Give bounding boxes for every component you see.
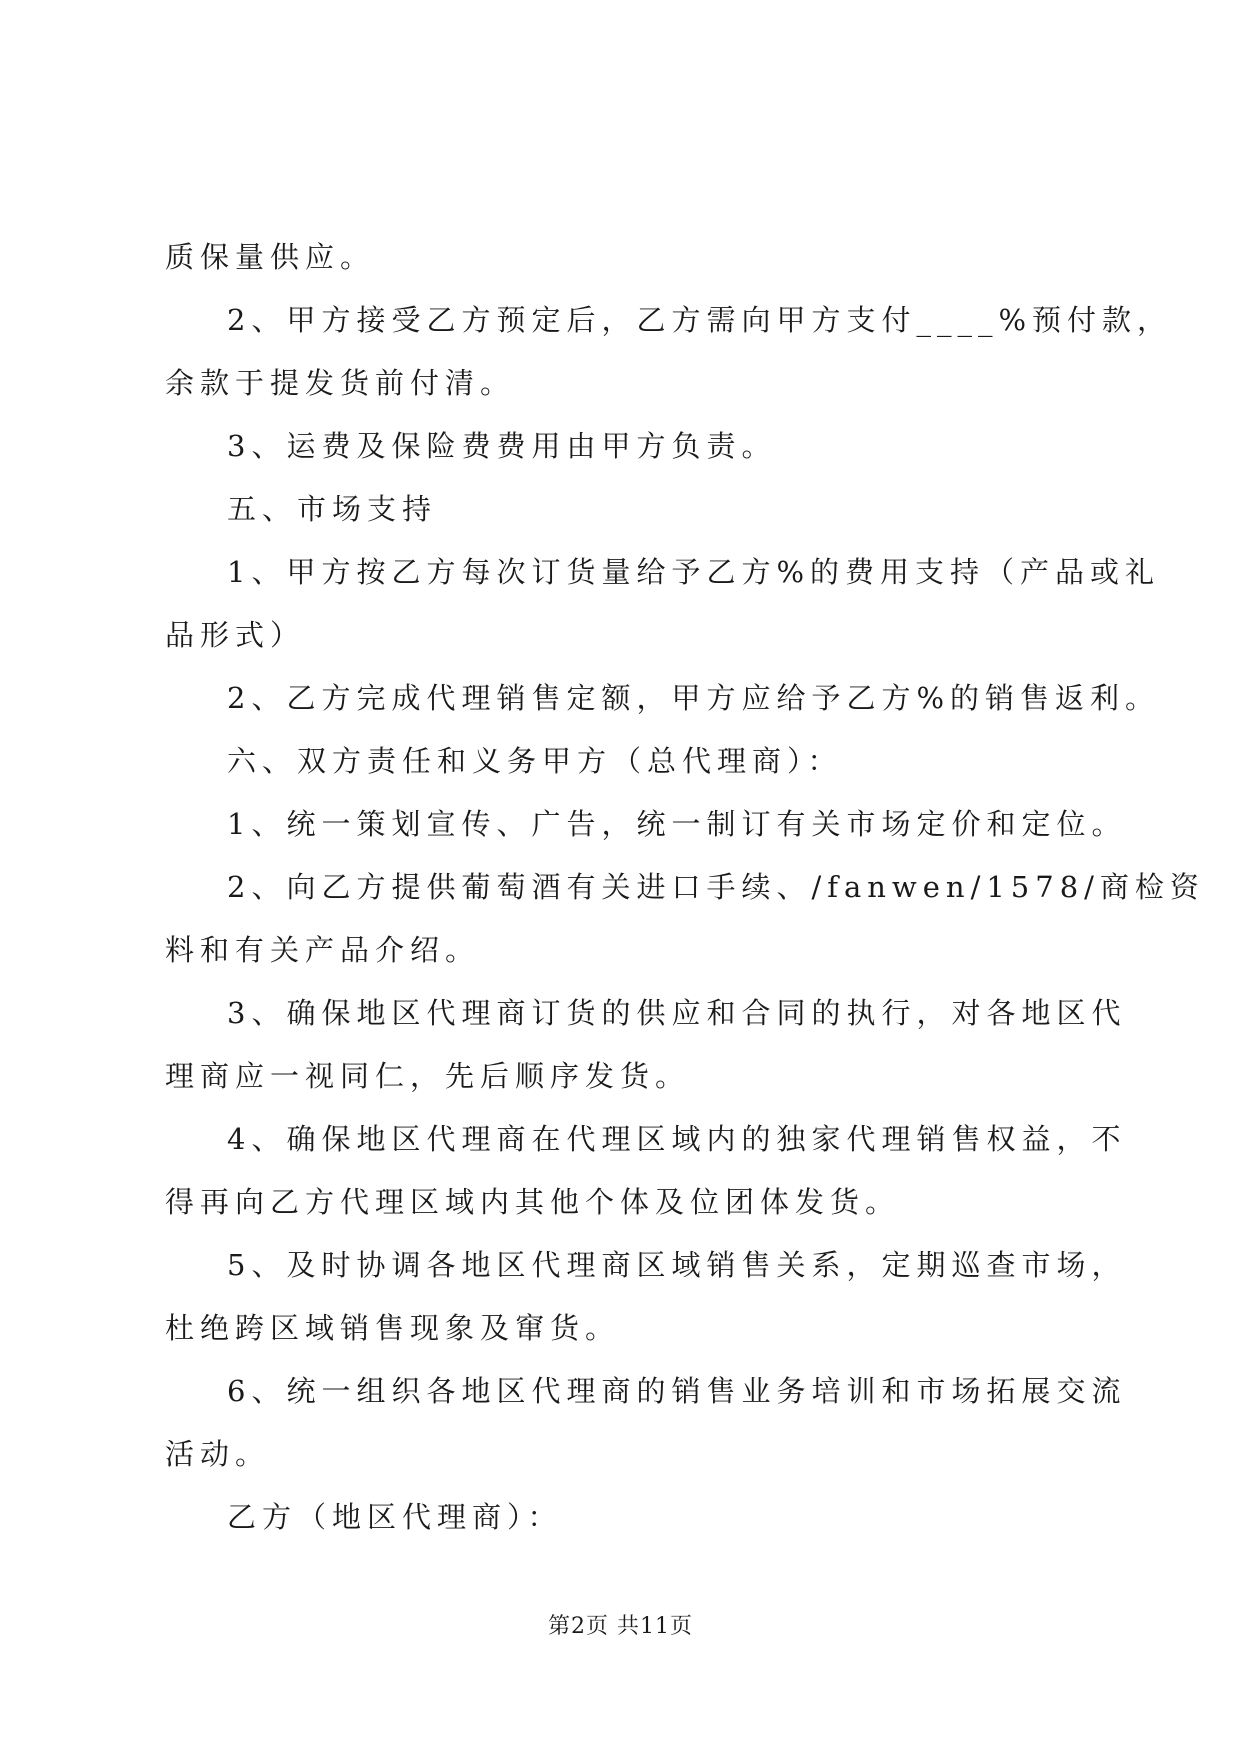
text-line: 2、甲方接受乙方预定后，乙方需向甲方支付____%预付款， xyxy=(227,303,1173,337)
text-line: 料和有关产品介绍。 xyxy=(165,933,481,967)
text-line: 4、确保地区代理商在代理区域内的独家代理销售权益，不 xyxy=(227,1122,1127,1156)
text-line: 品形式） xyxy=(165,618,306,652)
text-line: 理商应一视同仁，先后顺序发货。 xyxy=(165,1059,691,1093)
text-line: 2、乙方完成代理销售定额，甲方应给予乙方%的销售返利。 xyxy=(227,681,1161,715)
text-line: 质保量供应。 xyxy=(165,240,376,274)
text-line: 得再向乙方代理区域内其他个体及位团体发货。 xyxy=(165,1185,901,1219)
section-heading: 乙方（地区代理商）： xyxy=(227,1500,563,1534)
text-line: 活动。 xyxy=(165,1437,271,1471)
text-line: 6、统一组织各地区代理商的销售业务培训和市场拓展交流 xyxy=(227,1374,1127,1408)
text-line: 1、统一策划宣传、广告，统一制订有关市场定价和定位。 xyxy=(227,807,1127,841)
section-heading: 五、市场支持 xyxy=(227,492,438,526)
text-line: 杜绝跨区域销售现象及窜货。 xyxy=(165,1311,621,1345)
section-heading: 六、双方责任和义务甲方（总代理商）： xyxy=(227,744,843,778)
text-line: 3、运费及保险费费用由甲方负责。 xyxy=(227,429,777,463)
text-line: 2、向乙方提供葡萄酒有关进口手续、/fanwen/1578/商检资 xyxy=(227,870,1205,904)
page-number: 第2页 共11页 xyxy=(548,1614,693,1639)
page-footer xyxy=(0,1612,1241,1642)
document-body xyxy=(165,226,1205,1549)
text-line: 5、及时协调各地区代理商区域销售关系，定期巡查市场， xyxy=(227,1248,1127,1282)
text-line: 余款于提发货前付清。 xyxy=(165,366,516,400)
text-line: 3、确保地区代理商订货的供应和合同的执行，对各地区代 xyxy=(227,996,1127,1030)
text-line: 1、甲方按乙方每次订货量给予乙方%的费用支持（产品或礼 xyxy=(227,555,1161,589)
